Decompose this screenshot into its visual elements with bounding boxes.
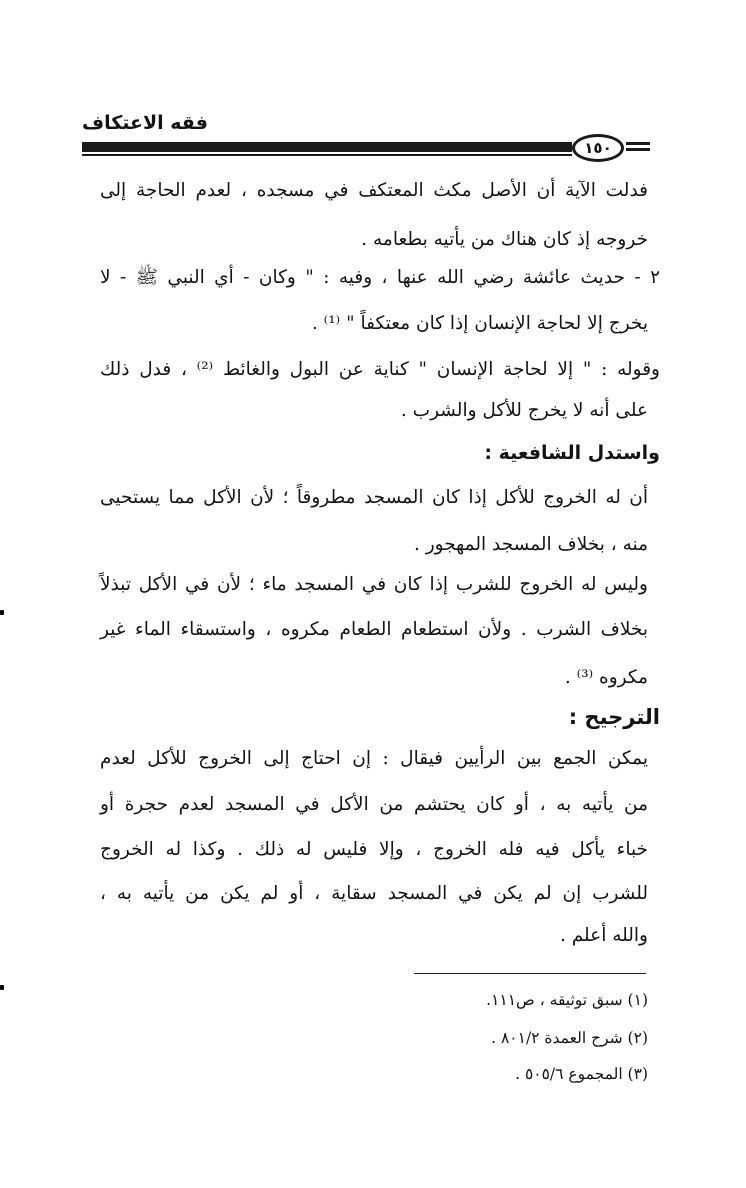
body-line: بخلاف الشرب . ولأن استطعام الطعام مكروه ، واستسقاء الماء غير (100, 619, 648, 640)
page-number-text: ١٥٠ (584, 139, 612, 157)
body-line: فدلت الآية أن الأصل مكث المعتكف في مسجده ، لعدم الحاجة إلى (100, 180, 648, 201)
body-line: على أنه لا يخرج للأكل والشرب . (400, 400, 648, 421)
body-line: أن له الخروج للأكل إذا كان المسجد مطروقاً ؛ لأن الأكل مما يستحيى (100, 487, 648, 508)
body-line: يمكن الجمع بين الرأيين فيقال : إن احتاج إلى الخروج للأكل لعدم (100, 748, 648, 769)
header-rule-right-bottom (626, 148, 650, 151)
body-line: من يأتيه به ، أو كان يحتشم من الأكل في المسجد لعدم حجرة أو (100, 794, 648, 815)
footnote-separator (414, 973, 646, 974)
footnote: (٢) شرح العمدة ٨٠١/٢ . (491, 1029, 648, 1047)
section-heading: الترجيح : (568, 705, 660, 729)
footnote: (١) سبق توثيقه ، ص١١١. (486, 991, 648, 1009)
body-line: مكروه ⁽³⁾ . (564, 667, 648, 688)
scan-speck (0, 985, 4, 990)
header-rule-thin (82, 154, 572, 156)
body-line: وقوله : " إلا لحاجة الإنسان " كناية عن البول والغائط ⁽²⁾ ، فدل ذلك (100, 359, 660, 380)
body-line: للشرب إن لم يكن في المسجد سقاية ، أو لم يكن من يأتيه به ، (100, 883, 648, 904)
body-line: وليس له الخروج للشرب إذا كان في المسجد ماء ؛ لأن في الأكل تبذلاً (100, 574, 648, 595)
page-number (572, 134, 624, 162)
section-heading: واستدل الشافعية : (484, 442, 660, 464)
header-rule-right-top (626, 142, 650, 145)
header-rule-thick (82, 142, 572, 152)
body-line: ٢ - حديث عائشة رضي الله عنها ، وفيه : " وكان - أي النبي ﷺ - لا (100, 267, 660, 288)
body-line: خروجه إذ كان هناك من يأتيه بطعامه . (361, 229, 648, 250)
footnote: (٣) المجموع ٥٠٥/٦ . (515, 1065, 648, 1083)
body-line: خباء يأكل فيه فله الخروج ، وإلا فليس له ذلك . وكذا له الخروج (100, 839, 648, 860)
body-line: والله أعلم . (559, 925, 648, 946)
running-header-title: فقه الاعتكاف (82, 112, 208, 134)
scan-speck (0, 610, 4, 615)
body-line: منه ، بخلاف المسجد المهجور . (413, 534, 648, 555)
body-line: يخرج إلا لحاجة الإنسان إذا كان معتكفاً " ⁽¹⁾ . (311, 313, 648, 334)
